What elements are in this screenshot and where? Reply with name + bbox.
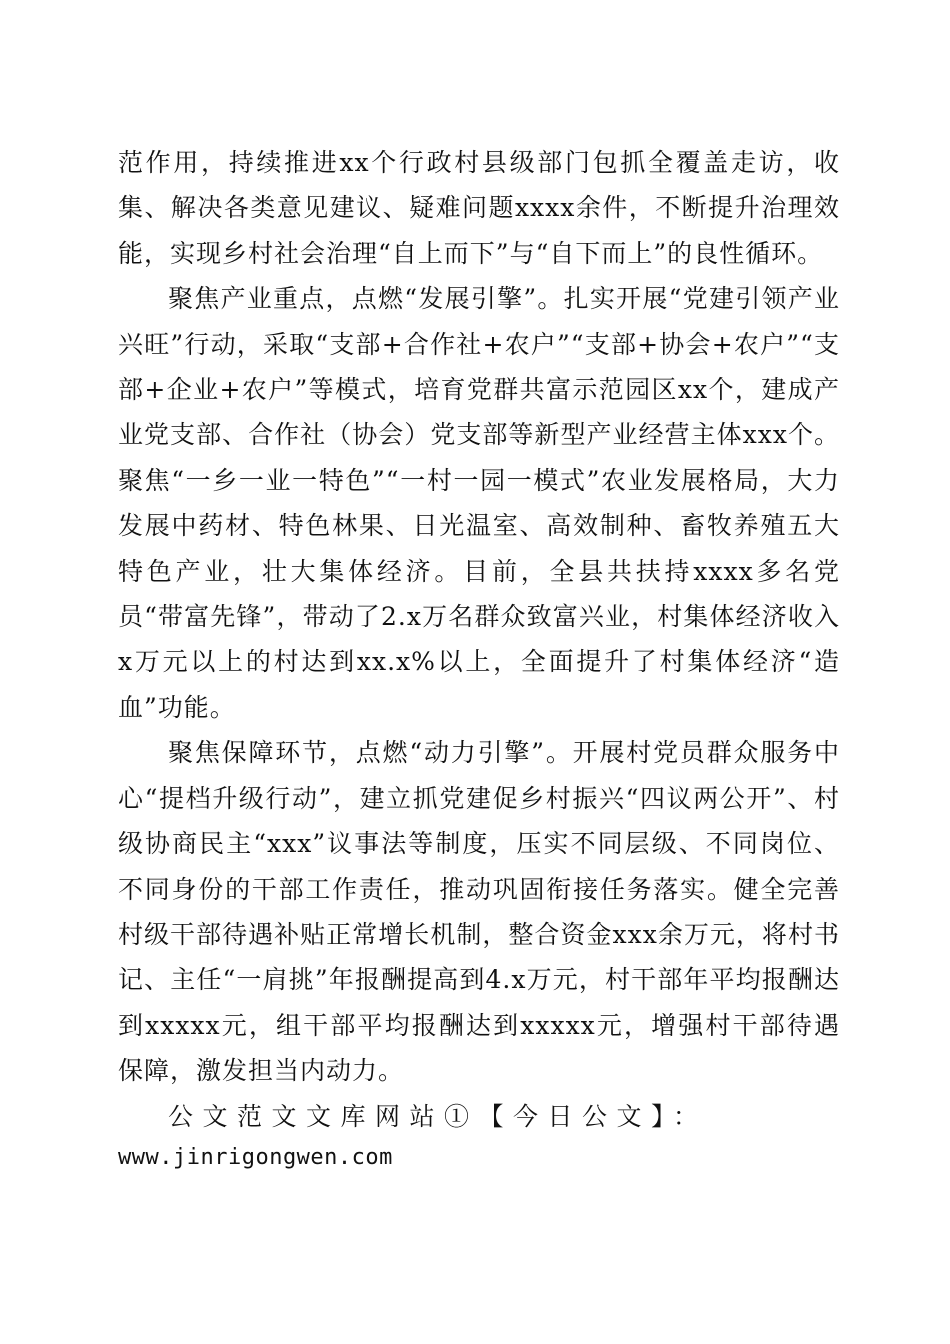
paragraph-continuation: 范作用，持续推进xx个行政村县级部门包抓全覆盖走访，收集、解决各类意见建议、疑难问题xxxx余件，不断提升治理效能，实现乡村社会治理“自上而下”与“自下而上”的良性循环。 bbox=[118, 148, 840, 268]
document-body bbox=[118, 140, 840, 1177]
paragraph-guarantee: 聚焦保障环节，点燃“动力引擎”。开展村党员群众服务中心“提档升级行动”，建立抓党建促乡村振兴“四议两公开”、村级协商民主“xxx”议事法等制度，压实不同层级、不同岗位、不同身份的干部工作责任，推动巩固衔接任务落实。健全完善村级干部待遇补贴正常增长机制，整合资金xxx余万元，将村书记、主任“一肩挑”年报酬提高到4.x万元，村干部年平均报酬达到xxxxx元，组干部平均报酬达到xxxxx元，增强村干部待遇保障，激发担当内动力。 bbox=[118, 738, 840, 1086]
paragraph-industry: 聚焦产业重点，点燃“发展引擎”。扎实开展“党建引领产业兴旺”行动，采取“支部+合作社+农户”“支部+协会+农户”“支部+企业+农户”等模式，培育党群共富示范园区xx个，建成产业党支部、合作社（协会）党支部等新型产业经营主体xxx个。聚焦“一乡一业一特色”“一村一园一模式”农业发展格局，大力发展中药材、特色林果、日光温室、高效制种、畜牧养殖五大特色产业，壮大集体经济。目前，全县共扶持xxxx多名党员“带富先锋”，带动了2.x万名群众致富兴业，村集体经济收入x万元以上的村达到xx.x%以上，全面提升了村集体经济“造血”功能。 bbox=[118, 284, 840, 722]
footer-url: www.jinrigongwen.com bbox=[118, 1144, 393, 1170]
footer-source-label: 公文范文文库网站①【今日公文】： bbox=[168, 1101, 708, 1131]
